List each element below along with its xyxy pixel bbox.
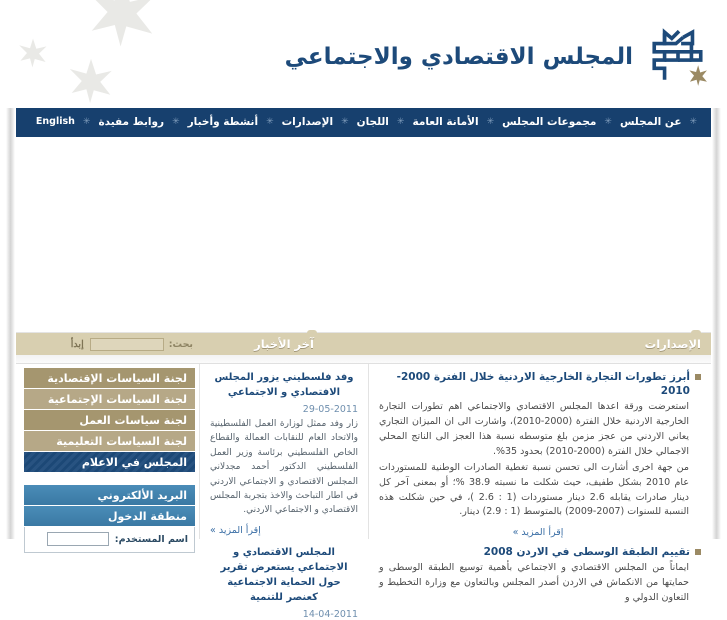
sidebar-spacer [24,473,195,485]
news-date: 29-05-2011 [302,404,358,415]
publication-body: استعرضت ورقة اعدها المجلس الاقتصادي والاجتماعي اهم تطورات التجارة الخارجية الاردنية خلال الفترة (2000-2010)، واشارت الى ان الميزان التجاري يعاني الاردني من عجز مزمن بلغ متوسطه نسبة هذا العجز الى الناتج المحلي الاجمالي خلال الفترة (2000-2010) بحدود 35%. [379,401,689,457]
nav-separator-icon: ✳ [82,116,91,127]
sidebar-column [16,364,199,545]
nav-separator-icon: ✳ [689,116,698,127]
sidebar-item-email[interactable] [24,485,195,505]
sidebar-item-council-in-media[interactable] [24,452,195,472]
nav-item-secretariat[interactable]: الأمانة العامة [412,115,479,128]
nav-separator-icon: ✳ [341,116,349,127]
publication-item [373,545,703,605]
nav-item-english[interactable]: English [35,116,75,127]
tab-nub-icon [691,330,701,335]
sidebar-item-label: المجلس في الاعلام [81,455,187,469]
search-label: بحث: [168,338,193,350]
site-header [0,0,727,108]
sidebar-item-label: لجنة السياسات التعليمية [56,434,187,448]
publication-body-continued: من جهة اخرى أشارت الى تحسن نسبة تغطية الصادرات الوطنية للمستوردات عام 2010 بشكل طفيف، حيث شكلت ما نسبته 38.9 %؛ أو بمعنى آخر كل دينار صادرات يقابله 2.6 دينار مستوردات (1 : 2.6 )، في حين شكلت هذه النسبة للسنوات (2007-2009) بالمتوسط (1 : 2.9) دينار. [379,462,689,518]
username-field[interactable] [47,532,109,546]
news-item [210,545,358,620]
publications-column [369,364,711,603]
login-form [24,527,195,553]
nav-separator-icon: ✳ [172,116,180,127]
nav-item-committees[interactable]: اللجان [356,115,389,128]
tab-nub-icon [307,330,317,335]
content-shell [10,108,717,620]
sidebar-item-label: لجنة السياسات الإجتماعية [47,392,187,406]
sidebar-item-education-policy[interactable] [24,431,195,451]
publication-title[interactable]: أبرز تطورات التجارة الخارجية الاردنية خلال الفترة 2000-2010 [396,371,690,398]
site-identity[interactable] [0,28,727,86]
news-title[interactable]: المجلس الاقتصادي و الاجتماعي يستعرض تقرير حول الحماية الاجتماعية كعنصر للتنمية [220,546,348,603]
sidebar-item-label: لجنة السياسات الإقتصادية [47,371,187,385]
search-input[interactable] [90,338,164,351]
publication-body: ايماناً من المجلس الاقتصادي و الاجتماعي بأهمية توسيع الطبقة الوسطى و حمايتها من الانكماش في الاردن أصدر المجلس وبالتعاون مع وزارة التخطيط و التعاون الدولي و [379,562,689,603]
sidebar-item-label: البريد الألكتروني [97,488,187,502]
publication-heading[interactable] [373,370,703,398]
nav-separator-icon: ✳ [604,116,612,127]
hero-banner-panel [16,137,711,333]
news-section-header [199,333,369,355]
nav-separator-icon: ✳ [396,116,405,127]
news-date: 14-04-2011 [302,608,358,620]
news-title[interactable]: وفد فلسطيني يزور المجلس الافتصادي و الاجتماعي [214,372,354,398]
news-column [199,364,369,620]
council-knot-logo-icon [647,28,709,86]
publications-title: الإصدارات [644,337,701,351]
nav-item-activities-news[interactable]: أنشطة وأخبار [187,115,259,128]
main-navigation[interactable] [16,108,711,137]
read-more-link[interactable]: إقرأ المزيد » [210,524,261,536]
news-body: زار وفد ممثل لوزارة العمل الفلسطينية والاتحاد العام للنقابات العمالة والقطاع الخاص الفلسطيني برئاسة وزير العمل الفلسطيني الدكتور أحمد مجدلاني المجلس الاقتصادي و الاجتماعي الاردني في اطار التباحث والاخذ بتجربة المجلس الاقتصادي و الاجتماعي الاردني. [210,419,358,516]
news-title: آخر الأخبار [254,337,314,351]
sidebar-item-labour-policy[interactable] [24,410,195,430]
publication-heading[interactable] [373,545,703,559]
login-header-label: منطقة الدخول [107,509,187,523]
sidebar-item-label: لجنة سياسات العمل [79,413,187,427]
nav-item-groups[interactable]: مجموعات المجلس [502,115,597,128]
sidebar-item-social-policy[interactable] [24,389,195,409]
nav-item-about[interactable]: عن المجلس [619,115,682,128]
login-section-header[interactable] [24,506,195,526]
nav-separator-icon: ✳ [266,116,274,127]
nav-item-publications[interactable]: الإصدارات [281,115,334,128]
publications-section-header [369,333,711,355]
search-submit-button[interactable]: إبدأ [70,338,84,350]
square-bullet-icon [695,374,701,380]
publication-item [373,370,703,539]
section-header-strip [16,333,711,355]
username-label: اسم المستخدم: [114,533,188,545]
square-bullet-icon [695,549,701,555]
publication-more-wrapper [373,520,703,539]
search-area[interactable] [16,333,199,355]
news-more-wrapper [210,518,358,537]
content-columns [16,364,711,620]
sidebar-item-economic-policy[interactable] [24,368,195,388]
strip-divider [16,355,711,364]
nav-item-useful-links[interactable]: روابط مفيدة [98,115,165,128]
nav-separator-icon: ✳ [486,116,495,127]
read-more-link[interactable]: إقرأ المزيد » [512,527,564,539]
publication-title[interactable]: تقييم الطبقة الوسطى في الاردن 2008 [483,546,690,559]
news-item [210,370,358,537]
page-title: المجلس الاقتصادي والاجتماعي [284,44,633,70]
